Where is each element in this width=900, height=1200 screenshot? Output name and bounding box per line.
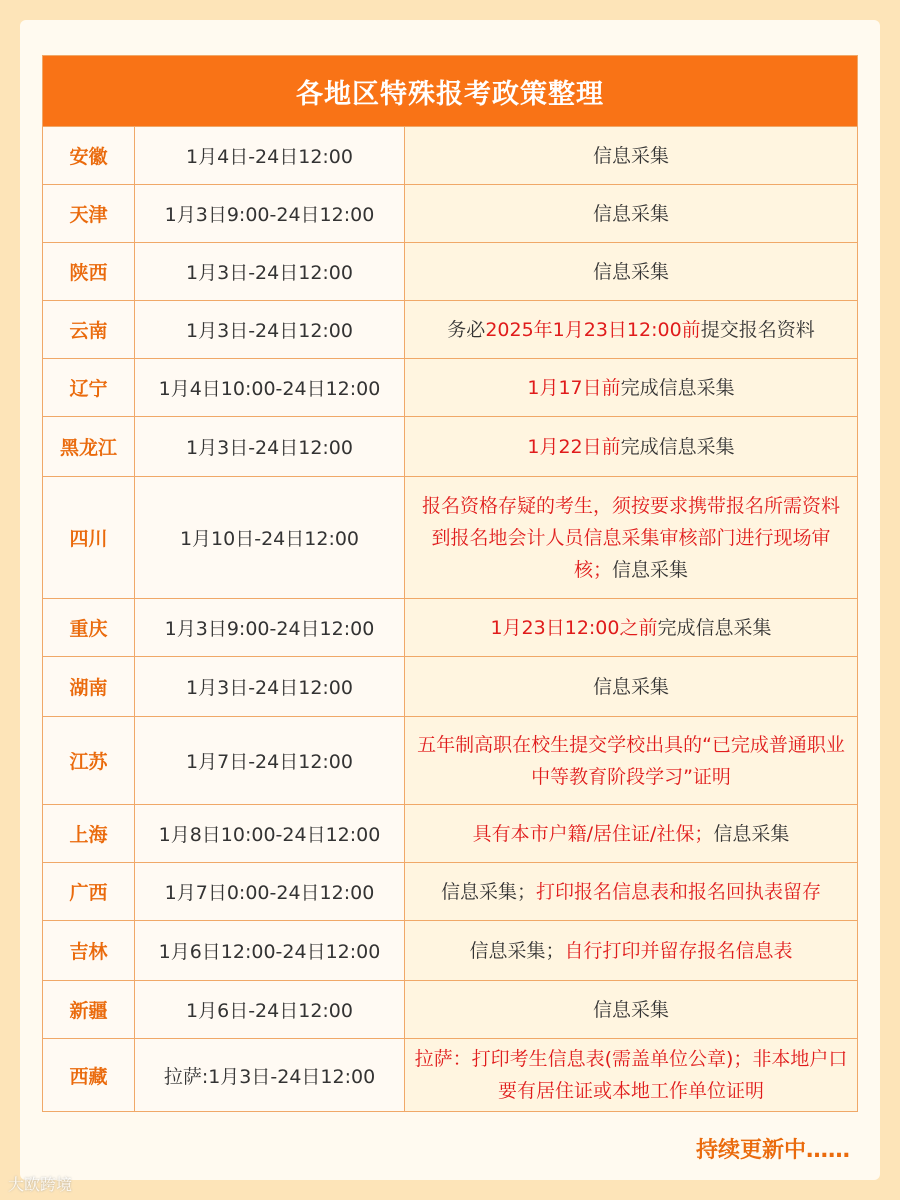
policy-text: 信息采集 <box>713 822 790 845</box>
time-cell: 1月3日9:00-24日12:00 <box>135 185 405 242</box>
policy-cell <box>405 359 857 416</box>
policy-cell <box>405 657 857 716</box>
policy-text: 信息采集 <box>592 144 669 167</box>
policy-text: 完成信息采集 <box>620 376 735 399</box>
policy-text: 信息采集 <box>592 260 669 283</box>
region-cell: 辽宁 <box>43 359 135 416</box>
table-row <box>43 804 857 862</box>
time-cell: 1月10日-24日12:00 <box>135 477 405 598</box>
region-cell: 天津 <box>43 185 135 242</box>
policy-cell <box>405 1039 857 1111</box>
table-body <box>43 126 857 1111</box>
time-cell: 1月3日-24日12:00 <box>135 301 405 358</box>
policy-text: 完成信息采集 <box>620 435 735 458</box>
region-cell: 黑龙江 <box>43 417 135 476</box>
policy-highlight-text: 1月17日前 <box>527 376 621 399</box>
table-row <box>43 184 857 242</box>
time-cell: 1月3日-24日12:00 <box>135 657 405 716</box>
time-cell: 1月6日-24日12:00 <box>135 981 405 1038</box>
table-title: 各地区特殊报考政策整理 <box>43 56 857 126</box>
policy-text: 信息采集 <box>612 558 689 581</box>
region-cell: 湖南 <box>43 657 135 716</box>
policy-cell <box>405 717 857 804</box>
policy-highlight-text: 1月22日前 <box>527 435 621 458</box>
region-cell: 西藏 <box>43 1039 135 1111</box>
time-cell: 1月3日-24日12:00 <box>135 417 405 476</box>
region-cell: 新疆 <box>43 981 135 1038</box>
region-cell: 江苏 <box>43 717 135 804</box>
policy-cell <box>405 417 857 476</box>
table-row <box>43 358 857 416</box>
policy-cell <box>405 243 857 300</box>
policy-cell <box>405 185 857 242</box>
table-row <box>43 920 857 980</box>
policy-text: 提交报名资料 <box>700 318 815 341</box>
table-row <box>43 126 857 184</box>
region-cell: 上海 <box>43 805 135 862</box>
table-row <box>43 416 857 476</box>
policy-highlight-text: 拉萨：打印考生信息表(需盖单位公章)；非本地户口要有居住证或本地工作单位证明 <box>414 1048 848 1102</box>
region-cell: 陕西 <box>43 243 135 300</box>
policy-highlight-text: 报名资格存疑的考生，须按要求携带报名所需资料到报名地会计人员信息采集审核部门进行现场审核； <box>421 494 840 581</box>
time-cell: 1月7日0:00-24日12:00 <box>135 863 405 920</box>
policy-text: 信息采集； <box>469 939 565 962</box>
policy-text: 信息采集 <box>592 202 669 225</box>
policy-highlight-text: 自行打印并留存报名信息表 <box>564 939 793 962</box>
region-cell: 安徽 <box>43 127 135 184</box>
policy-text: 完成信息采集 <box>657 616 772 639</box>
region-cell: 吉林 <box>43 921 135 980</box>
policy-table <box>42 55 858 1112</box>
region-cell: 广西 <box>43 863 135 920</box>
policy-cell <box>405 301 857 358</box>
policy-highlight-text: 五年制高职在校生提交学校出具的“已完成普通职业中等教育阶段学习”证明 <box>417 733 845 788</box>
table-row <box>43 300 857 358</box>
table-row <box>43 862 857 920</box>
region-cell: 重庆 <box>43 599 135 656</box>
table-row <box>43 476 857 598</box>
policy-cell <box>405 921 857 980</box>
table-row <box>43 656 857 716</box>
footer-text: 持续更新中…… <box>695 1138 850 1163</box>
time-cell: 1月4日10:00-24日12:00 <box>135 359 405 416</box>
policy-text: 信息采集 <box>592 998 669 1021</box>
policy-highlight-text: 1月23日12:00之前 <box>490 616 658 639</box>
region-cell: 四川 <box>43 477 135 598</box>
policy-highlight-text: 打印报名信息表和报名回执表留存 <box>536 880 822 903</box>
time-cell: 1月6日12:00-24日12:00 <box>135 921 405 980</box>
table-row <box>43 598 857 656</box>
time-cell: 1月8日10:00-24日12:00 <box>135 805 405 862</box>
policy-highlight-text: 2025年1月23日12:00前 <box>485 318 701 341</box>
table-row <box>43 980 857 1038</box>
policy-text: 信息采集； <box>440 880 536 903</box>
time-cell: 1月7日-24日12:00 <box>135 717 405 804</box>
brand-watermark: 大欧跨境 <box>8 1175 73 1194</box>
table-row <box>43 1038 857 1111</box>
policy-text: 务必 <box>447 318 486 341</box>
time-cell: 1月3日-24日12:00 <box>135 243 405 300</box>
time-cell: 拉萨:1月3日-24日12:00 <box>135 1039 405 1111</box>
policy-text: 信息采集 <box>592 675 669 698</box>
region-cell: 云南 <box>43 301 135 358</box>
policy-cell <box>405 599 857 656</box>
policy-cell <box>405 477 857 598</box>
policy-cell <box>405 863 857 920</box>
time-cell: 1月3日9:00-24日12:00 <box>135 599 405 656</box>
time-cell: 1月4日-24日12:00 <box>135 127 405 184</box>
policy-cell <box>405 805 857 862</box>
policy-highlight-text: 具有本市户籍/居住证/社保； <box>472 822 714 845</box>
table-row <box>43 716 857 804</box>
table-row <box>43 242 857 300</box>
policy-cell <box>405 981 857 1038</box>
policy-cell <box>405 127 857 184</box>
